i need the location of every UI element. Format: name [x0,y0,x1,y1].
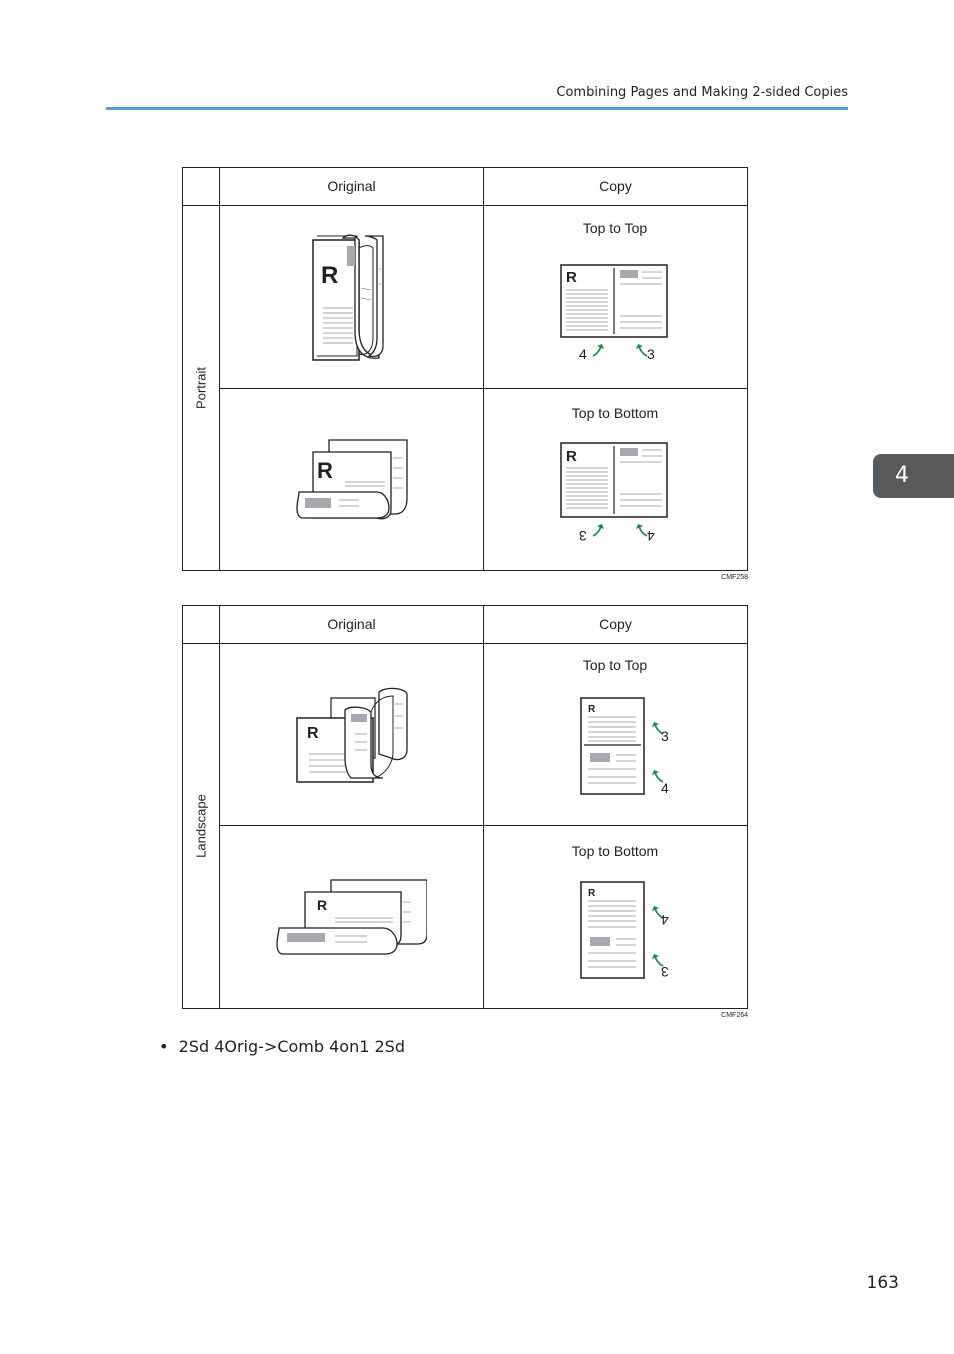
caption-top-to-bottom: Top to Bottom [571,405,659,421]
copy-landscape-top-to-bottom [580,881,648,981]
page-letter: R [307,725,319,742]
chapter-number: 4 [895,463,909,488]
figure-code: CMF264 [721,1012,748,1019]
portrait-flip-illustration [295,438,415,523]
side-label-landscape: Landscape [193,794,209,858]
copy-landscape-top-to-top [580,697,648,797]
page-number-label: 3 [661,728,669,744]
turn-arrow-icon [591,522,607,538]
page-letter: R [317,897,328,913]
page-letter: R [588,888,596,899]
figure-code: CMF258 [721,574,748,581]
caption-top-to-top: Top to Top [582,657,648,673]
side-label-portrait: Portrait [193,367,209,409]
page-number-label: 4 [647,528,655,544]
figure-portrait [182,167,748,571]
column-header-copy: Copy [599,178,632,194]
page-letter: R [321,262,339,289]
page-number-label: 3 [661,964,669,980]
page-letter: R [566,448,577,465]
caption-top-to-bottom: Top to Bottom [571,843,659,859]
page-number-label: 3 [647,346,655,362]
running-header: Combining Pages and Making 2-sided Copies [556,85,848,100]
page-number: 163 [866,1273,899,1293]
turn-arrow-icon [591,342,607,358]
landscape-booklet-illustration [295,684,415,788]
figure-landscape [182,605,748,1009]
page-number-label: 4 [661,912,669,928]
bullet-text: 2Sd 4Orig->Comb 4on1 2Sd [178,1037,405,1056]
copy-portrait-top-to-bottom [560,442,670,522]
bullet-item [159,1037,405,1056]
bullet-icon: • [159,1037,179,1056]
page-number-label: 3 [579,528,587,544]
portrait-booklet-illustration [303,228,403,363]
page-letter: R [317,458,333,483]
page-letter: R [566,269,577,286]
column-header-original: Original [327,616,376,632]
landscape-flip-illustration [275,878,427,958]
chapter-tab[interactable] [873,454,954,498]
column-header-copy: Copy [599,616,632,632]
caption-top-to-top: Top to Top [582,220,648,236]
page-letter: R [588,704,596,715]
column-header-original: Original [327,178,376,194]
header-rule [106,107,848,110]
page-number-label: 4 [661,780,669,796]
page-number-label: 4 [579,346,587,362]
